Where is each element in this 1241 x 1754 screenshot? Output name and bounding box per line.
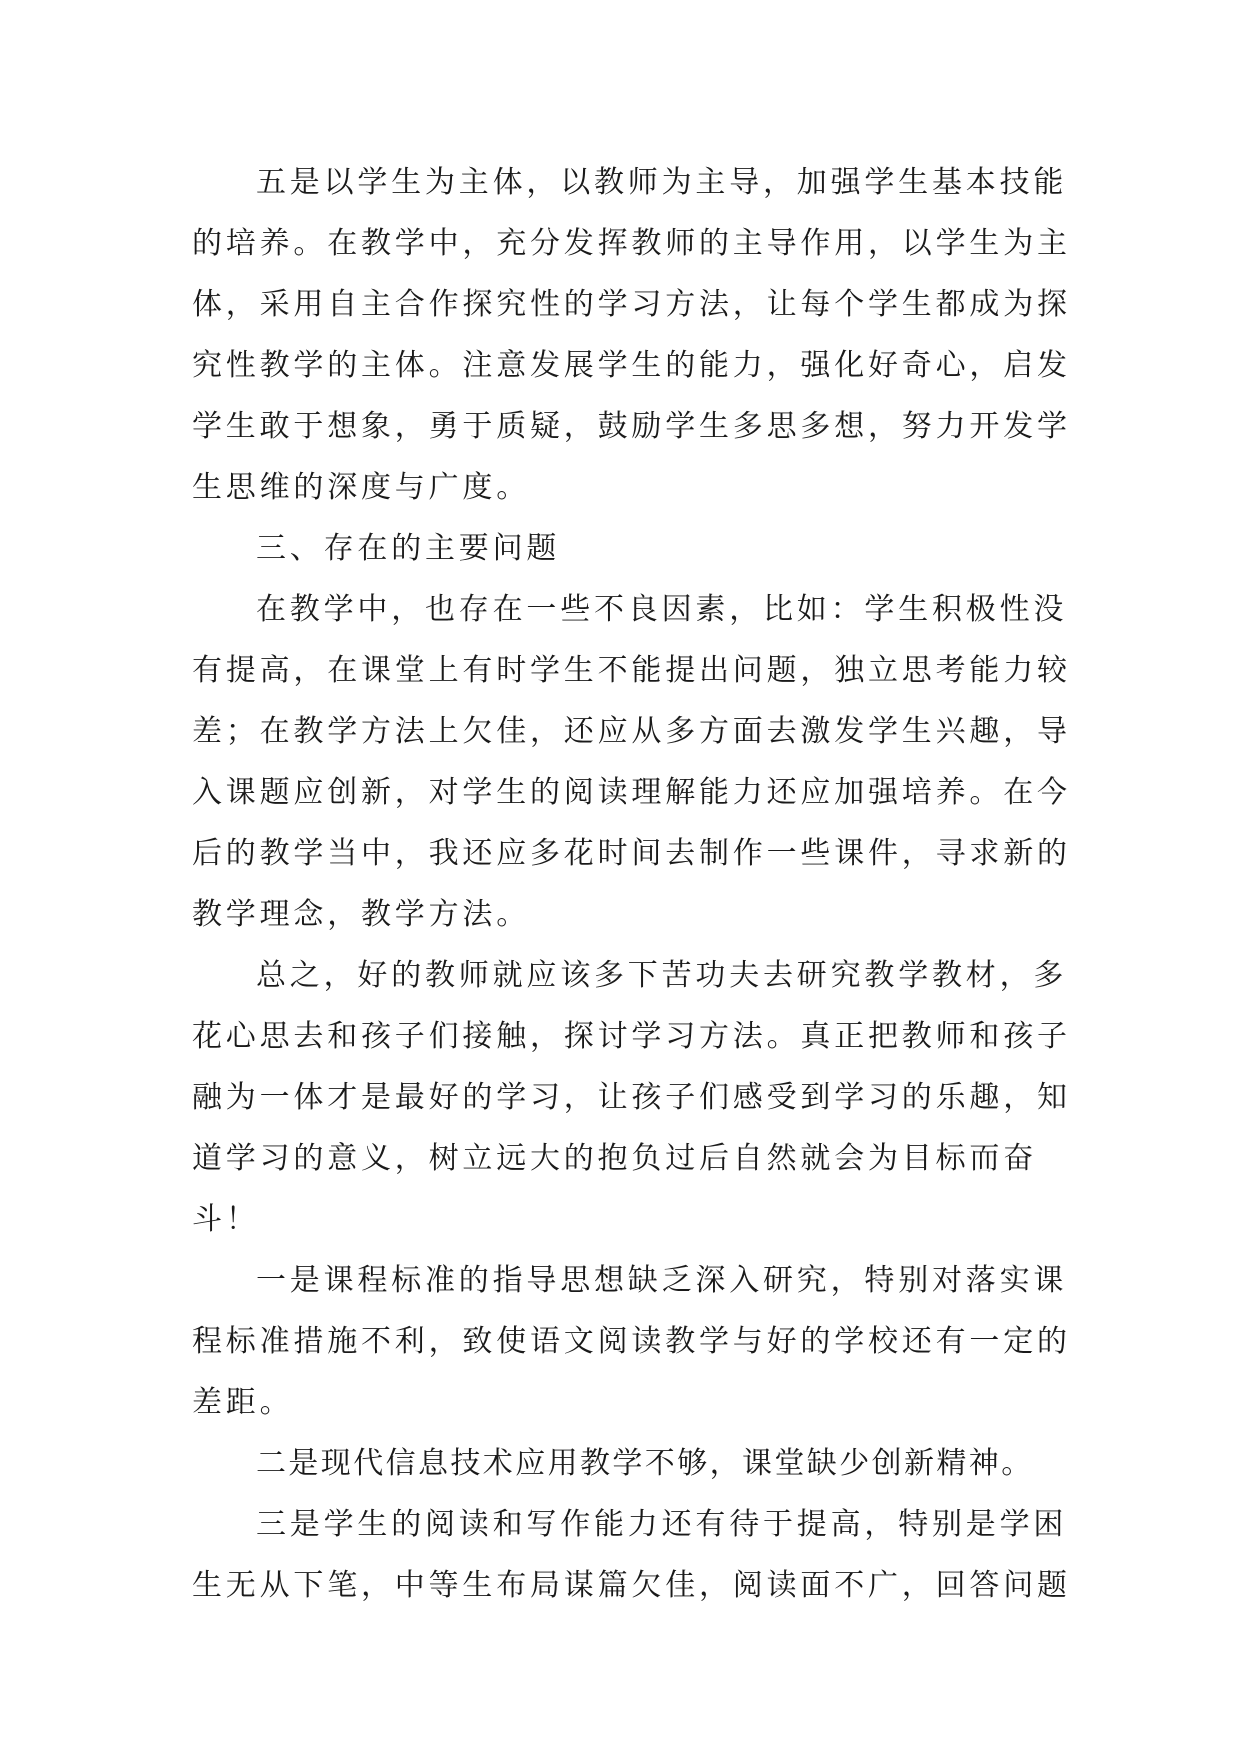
paragraph-line: 总之，好的教师就应该多下苦功夫去研究教学教材，多: [256, 958, 1068, 993]
document-body: [192, 152, 1071, 1616]
paragraph-line: 差距。: [192, 1385, 294, 1420]
paragraph-line: 生思维的深度与广度。: [192, 470, 530, 505]
paragraph-line: 二是现代信息技术应用教学不够，课堂缺少创新精神。: [256, 1446, 1034, 1481]
paragraph-line: 究性教学的主体。注意发展学生的能力，强化好奇心，启发: [192, 348, 1071, 383]
paragraph-line: 花心思去和孩子们接触，探讨学习方法。真正把教师和孩子: [192, 1019, 1071, 1054]
paragraph-line: 有提高，在课堂上有时学生不能提出问题，独立思考能力较: [192, 653, 1071, 688]
paragraph-line: 学生敢于想象，勇于质疑，鼓励学生多思多想，努力开发学: [192, 409, 1071, 444]
paragraph-line: 的培养。在教学中，充分发挥教师的主导作用，以学生为主: [192, 226, 1071, 261]
paragraph-line: 五是以学生为主体，以教师为主导，加强学生基本技能: [256, 165, 1068, 200]
paragraph-line: 三是学生的阅读和写作能力还有待于提高，特别是学困: [256, 1507, 1068, 1542]
paragraph-line: 斗！: [192, 1202, 260, 1237]
paragraph-line: 道学习的意义，树立远大的抱负过后自然就会为目标而奋: [192, 1141, 1037, 1176]
paragraph-line: 后的教学当中，我还应多花时间去制作一些课件，寻求新的: [192, 836, 1071, 871]
paragraph-line: 一是课程标准的指导思想缺乏深入研究，特别对落实课: [256, 1263, 1068, 1298]
paragraph-line: 生无从下笔，中等生布局谋篇欠佳，阅读面不广，回答问题: [192, 1568, 1071, 1603]
paragraph-line: 教学理念，教学方法。: [192, 897, 530, 932]
section-heading: 三、存在的主要问题: [256, 531, 561, 566]
paragraph-line: 差；在教学方法上欠佳，还应从多方面去激发学生兴趣，导: [192, 714, 1071, 749]
paragraph-line: 在教学中，也存在一些不良因素，比如：学生积极性没: [256, 592, 1068, 627]
paragraph-line: 程标准措施不利，致使语文阅读教学与好的学校还有一定的: [192, 1324, 1071, 1359]
paragraph-line: 融为一体才是最好的学习，让孩子们感受到学习的乐趣，知: [192, 1080, 1071, 1115]
paragraph-line: 体，采用自主合作探究性的学习方法，让每个学生都成为探: [192, 287, 1071, 322]
paragraph-line: 入课题应创新，对学生的阅读理解能力还应加强培养。在今: [192, 775, 1071, 810]
